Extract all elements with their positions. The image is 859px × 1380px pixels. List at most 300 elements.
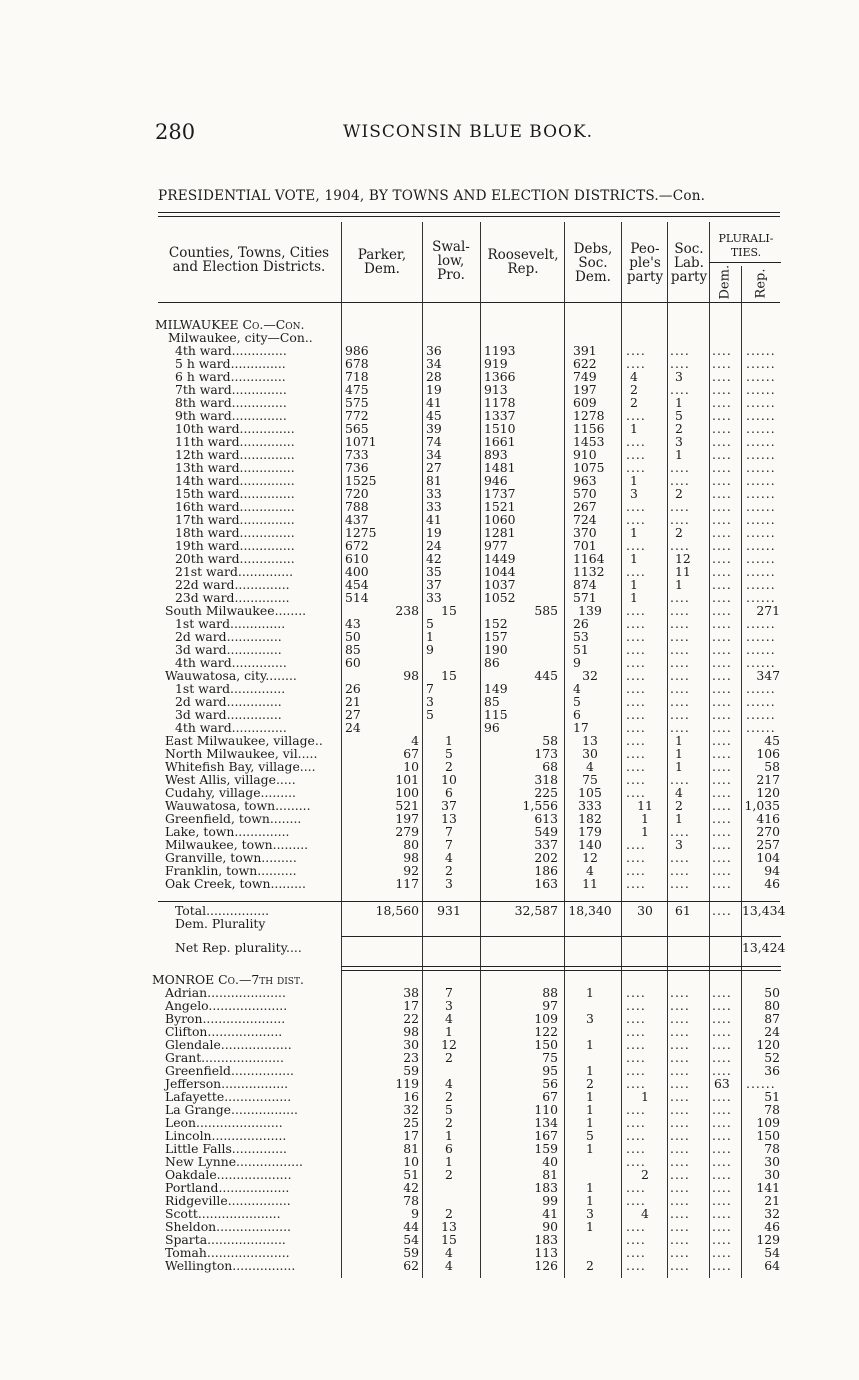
leader-dots: .... <box>712 1219 732 1234</box>
header-dem: Dem. <box>717 264 733 300</box>
page-number: 280 <box>155 120 196 144</box>
row-label: Portland.................. <box>165 1180 290 1195</box>
cell-parker: 736 <box>345 460 369 475</box>
leader-dots: .... <box>670 668 690 683</box>
cell-peoples: 1 <box>630 525 638 540</box>
row-label: Lake, town.............. <box>165 824 290 839</box>
cell-debs: 30 <box>582 746 598 761</box>
leader-dots: .... <box>626 1128 646 1143</box>
cell-debs: 333 <box>578 798 602 813</box>
cell-swallow: 13 <box>441 1219 457 1234</box>
leader-dots: .... <box>626 694 646 709</box>
cell-debs: 11 <box>582 876 598 891</box>
cell-peoples: 3 <box>630 486 638 501</box>
cell-peoples: 2 <box>630 382 638 397</box>
row-label: Lafayette................. <box>165 1089 292 1104</box>
cell-peoples: 2 <box>641 1167 649 1182</box>
cell-parker: 16 <box>403 1089 419 1104</box>
leader-dots: .... <box>712 551 732 566</box>
total-rule <box>341 966 781 967</box>
leader-dots: .... <box>712 1154 732 1169</box>
leader-dots: .... <box>626 343 646 358</box>
row-label: Franklin, town.......... <box>165 863 297 878</box>
cell-parker: 4 <box>411 733 419 748</box>
cell-roosevelt: 183 <box>534 1232 558 1247</box>
cell-roosevelt: 1281 <box>484 525 516 540</box>
cell-roosevelt: 85 <box>484 694 500 709</box>
leader-dots: .... <box>712 903 732 918</box>
cell-roosevelt: 40 <box>542 1154 558 1169</box>
row-label: Angelo.................... <box>165 998 288 1013</box>
row-label: New Lynne................. <box>165 1154 303 1169</box>
table-title: PRESIDENTIAL VOTE, 1904, BY TOWNS AND ELECTION DISTRICTS.—Con. <box>158 188 706 204</box>
cell-debs: 6 <box>573 707 581 722</box>
cell-roosevelt: 96 <box>484 720 500 735</box>
row-label: 18th ward.............. <box>175 525 295 540</box>
leader-dots: ...... <box>746 421 776 436</box>
cell-roosevelt: 109 <box>534 1011 558 1026</box>
cell-rep: 104 <box>756 850 780 865</box>
cell-swallow: 42 <box>426 551 442 566</box>
cell-rep: 1,035 <box>744 798 780 813</box>
leader-dots: ...... <box>746 499 776 514</box>
cell-roosevelt: 1178 <box>484 395 516 410</box>
cell-parker: 678 <box>345 356 369 371</box>
cell-parker: 60 <box>345 655 361 670</box>
cell-roosevelt: 126 <box>534 1258 558 1273</box>
cell-parker: 32 <box>403 1102 419 1117</box>
leader-dots: .... <box>712 642 732 657</box>
row-label: Sheldon................... <box>165 1219 291 1234</box>
cell-swallow: 9 <box>426 642 434 657</box>
leader-dots: ...... <box>746 512 776 527</box>
leader-dots: .... <box>712 1141 732 1156</box>
leader-dots: .... <box>670 824 690 839</box>
cell-roosevelt: 58 <box>542 733 558 748</box>
cell-soc-lab: 2 <box>675 421 683 436</box>
leader-dots: .... <box>670 538 690 553</box>
cell-swallow: 34 <box>426 356 442 371</box>
leader-dots: .... <box>712 1232 732 1247</box>
cell-soc-lab: 1 <box>675 447 683 462</box>
cell-peoples: 1 <box>641 811 649 826</box>
cell-parker: 59 <box>403 1063 419 1078</box>
cell-parker: 26 <box>345 681 361 696</box>
cell-rep: 120 <box>756 1037 780 1052</box>
cell-debs: 17 <box>573 720 589 735</box>
cell-soc-lab: 5 <box>675 408 683 423</box>
cell-roosevelt: 186 <box>534 863 558 878</box>
leader-dots: .... <box>626 499 646 514</box>
cell-debs: 1 <box>586 1102 594 1117</box>
leader-dots: .... <box>626 876 646 891</box>
leader-dots: .... <box>712 1024 732 1039</box>
cell-roosevelt: 913 <box>484 382 508 397</box>
leader-dots: .... <box>712 985 732 1000</box>
row-label: Total................ <box>175 903 270 918</box>
header-soc-lab: Soc. Lab. party <box>670 241 708 285</box>
leader-dots: .... <box>626 1219 646 1234</box>
leader-dots: .... <box>626 1050 646 1065</box>
row-label: 11th ward.............. <box>175 434 295 449</box>
cell-roosevelt: 1193 <box>484 343 516 358</box>
cell-swallow: 28 <box>426 369 442 384</box>
leader-dots: .... <box>670 1102 690 1117</box>
leader-dots: .... <box>712 577 732 592</box>
cell-parker: 24 <box>345 720 361 735</box>
cell-parker: 62 <box>403 1258 419 1273</box>
row-label: Little Falls.............. <box>165 1141 287 1156</box>
leader-dots: .... <box>712 998 732 1013</box>
cell-debs: 197 <box>573 382 597 397</box>
cell-roosevelt: 225 <box>534 785 558 800</box>
leader-dots: .... <box>670 1167 690 1182</box>
cell-swallow: 27 <box>426 460 442 475</box>
row-label: 19th ward.............. <box>175 538 295 553</box>
cell-debs: 749 <box>573 369 597 384</box>
leader-dots: .... <box>712 460 732 475</box>
leader-dots: .... <box>712 681 732 696</box>
cell-swallow: 7 <box>445 985 453 1000</box>
cell-roosevelt: 157 <box>484 629 508 644</box>
leader-dots: .... <box>626 1011 646 1026</box>
table-row <box>0 1259 859 1272</box>
leader-dots: .... <box>712 1245 732 1260</box>
cell-rep: 94 <box>764 863 780 878</box>
cell-roosevelt: 88 <box>542 985 558 1000</box>
row-label: Jefferson................. <box>165 1076 289 1091</box>
cell-parker: 788 <box>345 499 369 514</box>
cell-rep: 217 <box>756 772 780 787</box>
cell-debs: 1 <box>586 1141 594 1156</box>
cell-roosevelt: 893 <box>484 447 508 462</box>
leader-dots: .... <box>626 629 646 644</box>
cell-soc-lab: 1 <box>675 395 683 410</box>
leader-dots: .... <box>670 985 690 1000</box>
header-roosevelt: Roosevelt, Rep. <box>487 247 559 277</box>
leader-dots: .... <box>670 356 690 371</box>
cell-soc-lab: 3 <box>675 369 683 384</box>
cell-peoples: 4 <box>630 369 638 384</box>
cell-rep: 347 <box>756 668 780 683</box>
cell-roosevelt: 110 <box>534 1102 558 1117</box>
leader-dots: .... <box>626 759 646 774</box>
cell-roosevelt: 190 <box>484 642 508 657</box>
leader-dots: .... <box>712 1193 732 1208</box>
cell-soc-lab: 1 <box>675 746 683 761</box>
cell-parker: 733 <box>345 447 369 462</box>
leader-dots: .... <box>712 499 732 514</box>
cell-peoples: 1 <box>630 551 638 566</box>
cell-rep: 32 <box>764 1206 780 1221</box>
row-label: 2d ward.............. <box>175 629 282 644</box>
cell-debs: 4 <box>586 863 594 878</box>
plurality-rule <box>709 262 781 263</box>
leader-dots: .... <box>670 1115 690 1130</box>
leader-dots: ...... <box>746 564 776 579</box>
cell-rep: 46 <box>764 1219 780 1234</box>
cell-parker: 720 <box>345 486 369 501</box>
leader-dots: .... <box>670 1193 690 1208</box>
cell-roosevelt: 81 <box>542 1167 558 1182</box>
leader-dots: .... <box>712 1115 732 1130</box>
cell-parker: 238 <box>395 603 419 618</box>
leader-dots: .... <box>626 1024 646 1039</box>
cell-parker: 400 <box>345 564 369 579</box>
leader-dots: .... <box>670 590 690 605</box>
leader-dots: .... <box>712 759 732 774</box>
total-rule <box>158 901 780 902</box>
cell-debs: 179 <box>578 824 602 839</box>
leader-dots: .... <box>712 421 732 436</box>
cell-soc-lab: 3 <box>675 837 683 852</box>
leader-dots: .... <box>712 369 732 384</box>
leader-dots: .... <box>670 1089 690 1104</box>
cell-debs: 53 <box>573 629 589 644</box>
cell-roosevelt: 159 <box>534 1141 558 1156</box>
cell-swallow: 33 <box>426 590 442 605</box>
cell-parker: 42 <box>403 1180 419 1195</box>
cell-roosevelt: 549 <box>534 824 558 839</box>
running-head: WISCONSIN BLUE BOOK. <box>343 122 594 142</box>
header-counties: Counties, Towns, Cities and Election Districts. <box>168 245 330 275</box>
cell-parker: 59 <box>403 1245 419 1260</box>
cell-debs: 13 <box>582 733 598 748</box>
leader-dots: .... <box>626 1102 646 1117</box>
cell-rep: 270 <box>756 824 780 839</box>
leader-dots: .... <box>626 512 646 527</box>
cell-roosevelt: 167 <box>534 1128 558 1143</box>
leader-dots: .... <box>712 590 732 605</box>
row-label: 2d ward.............. <box>175 694 282 709</box>
cell-swallow: 2 <box>445 1050 453 1065</box>
row-label: 21st ward.............. <box>175 564 294 579</box>
cell-debs: 51 <box>573 642 589 657</box>
leader-dots: .... <box>712 785 732 800</box>
cell-rep: 52 <box>764 1050 780 1065</box>
leader-dots: .... <box>670 681 690 696</box>
cell-debs: 1 <box>586 1089 594 1104</box>
leader-dots: .... <box>670 876 690 891</box>
leader-dots: ...... <box>746 642 776 657</box>
cell-debs: 963 <box>573 473 597 488</box>
section-label: Milwaukee, city—Con.. <box>168 330 313 345</box>
row-label: Scott..................... <box>165 1206 281 1221</box>
leader-dots: .... <box>670 1037 690 1052</box>
table-row <box>0 1064 859 1077</box>
leader-dots: .... <box>670 1011 690 1026</box>
cell-debs: 570 <box>573 486 597 501</box>
leader-dots: .... <box>626 642 646 657</box>
cell-parker: 51 <box>403 1167 419 1182</box>
cell-swallow: 5 <box>426 707 434 722</box>
cell-debs: 874 <box>573 577 597 592</box>
row-label: Grant..................... <box>165 1050 284 1065</box>
header-swallow: Swal- low, Pro. <box>432 239 470 283</box>
cell-swallow: 5 <box>445 1102 453 1117</box>
cell-roosevelt: 1737 <box>484 486 516 501</box>
cell-rep: 30 <box>764 1167 780 1182</box>
cell-peoples: 1 <box>630 590 638 605</box>
cell-roosevelt: 67 <box>542 1089 558 1104</box>
cell-roosevelt: 86 <box>484 655 500 670</box>
cell-swallow: 37 <box>426 577 442 592</box>
cell-debs: 701 <box>573 538 597 553</box>
leader-dots: .... <box>626 668 646 683</box>
cell-peoples: 1 <box>641 824 649 839</box>
section-heading <box>0 318 859 331</box>
leader-dots: ...... <box>746 343 776 358</box>
leader-dots: .... <box>626 447 646 462</box>
leader-dots: ...... <box>746 707 776 722</box>
cell-roosevelt: 613 <box>534 811 558 826</box>
cell-rep: 80 <box>764 998 780 1013</box>
cell-roosevelt: 68 <box>542 759 558 774</box>
cell-swallow: 3 <box>426 694 434 709</box>
leader-dots: .... <box>670 1258 690 1273</box>
cell-debs: 724 <box>573 512 597 527</box>
cell-roosevelt: 32,587 <box>514 903 558 918</box>
cell-debs: 1 <box>586 1193 594 1208</box>
cell-parker: 10 <box>403 1154 419 1169</box>
cell-swallow: 39 <box>426 421 442 436</box>
leader-dots: .... <box>712 668 732 683</box>
cell-parker: 610 <box>345 551 369 566</box>
cell-rep: 54 <box>764 1245 780 1260</box>
leader-dots: .... <box>670 616 690 631</box>
row-label: Wellington................ <box>165 1258 296 1273</box>
cell-parker: 85 <box>345 642 361 657</box>
leader-dots: .... <box>626 998 646 1013</box>
leader-dots: .... <box>670 1128 690 1143</box>
leader-dots: .... <box>626 1232 646 1247</box>
cell-roosevelt: 445 <box>534 668 558 683</box>
cell-debs: 1 <box>586 1063 594 1078</box>
cell-swallow: 33 <box>426 486 442 501</box>
cell-roosevelt: 202 <box>534 850 558 865</box>
table-row <box>0 904 859 917</box>
leader-dots: .... <box>626 356 646 371</box>
cell-swallow: 2 <box>445 1115 453 1130</box>
cell-soc-lab: 1 <box>675 577 683 592</box>
cell-debs: 1 <box>586 985 594 1000</box>
cell-roosevelt: 1052 <box>484 590 516 605</box>
leader-dots: .... <box>626 837 646 852</box>
row-label: 10th ward.............. <box>175 421 295 436</box>
total-rule <box>341 970 781 971</box>
cell-rep: 416 <box>756 811 780 826</box>
cell-swallow: 4 <box>445 1258 453 1273</box>
leader-dots: .... <box>626 1154 646 1169</box>
cell-rep: 51 <box>764 1089 780 1104</box>
page-header <box>155 120 785 146</box>
row-label: 3d ward.............. <box>175 642 282 657</box>
cell-debs: 1075 <box>573 460 605 475</box>
leader-dots: .... <box>626 1258 646 1273</box>
leader-dots: .... <box>712 1258 732 1273</box>
cell-parker: 43 <box>345 616 361 631</box>
cell-parker: 44 <box>403 1219 419 1234</box>
cell-parker: 17 <box>403 998 419 1013</box>
cell-roosevelt: 1060 <box>484 512 516 527</box>
leader-dots: ...... <box>746 681 776 696</box>
row-label: Sparta.................... <box>165 1232 286 1247</box>
cell-parker: 54 <box>403 1232 419 1247</box>
cell-rep: 21 <box>764 1193 780 1208</box>
leader-dots: .... <box>626 434 646 449</box>
row-label: Oak Creek, town......... <box>165 876 306 891</box>
cell-swallow: 37 <box>441 798 457 813</box>
cell-roosevelt: 97 <box>542 998 558 1013</box>
cell-roosevelt: 163 <box>534 876 558 891</box>
cell-debs: 3 <box>586 1011 594 1026</box>
cell-rep: 150 <box>756 1128 780 1143</box>
cell-soc-lab: 61 <box>675 903 691 918</box>
cell-parker: 1525 <box>345 473 377 488</box>
cell-swallow: 1 <box>426 629 434 644</box>
row-label: Milwaukee, town......... <box>165 837 309 852</box>
cell-rep: 64 <box>764 1258 780 1273</box>
cell-parker: 565 <box>345 421 369 436</box>
row-label: West Allis, village..... <box>165 772 296 787</box>
cell-rep: 58 <box>764 759 780 774</box>
leader-dots: .... <box>626 985 646 1000</box>
row-label: 15th ward.............. <box>175 486 295 501</box>
cell-debs: 5 <box>586 1128 594 1143</box>
cell-peoples: 11 <box>637 798 653 813</box>
cell-parker: 718 <box>345 369 369 384</box>
cell-roosevelt: 122 <box>534 1024 558 1039</box>
leader-dots: .... <box>712 876 732 891</box>
row-label: Granville, town......... <box>165 850 297 865</box>
cell-debs: 1 <box>586 1180 594 1195</box>
cell-soc-lab: 2 <box>675 525 683 540</box>
leader-dots: .... <box>712 811 732 826</box>
cell-swallow: 2 <box>445 759 453 774</box>
table-row <box>0 941 859 954</box>
cell-debs: 571 <box>573 590 597 605</box>
cell-swallow: 15 <box>441 1232 457 1247</box>
cell-debs: 391 <box>573 343 597 358</box>
cell-peoples: 1 <box>630 421 638 436</box>
cell-parker: 98 <box>403 850 419 865</box>
header-peoples: Peo- ple's party <box>626 241 664 285</box>
cell-parker: 521 <box>395 798 419 813</box>
cell-rep: 30 <box>764 1154 780 1169</box>
row-label: North Milwaukee, vil..... <box>165 746 318 761</box>
cell-swallow: 3 <box>445 998 453 1013</box>
leader-dots: .... <box>712 564 732 579</box>
leader-dots: .... <box>712 395 732 410</box>
cell-swallow: 81 <box>426 473 442 488</box>
leader-dots: .... <box>626 1180 646 1195</box>
leader-dots: ...... <box>746 473 776 488</box>
cell-roosevelt: 183 <box>534 1180 558 1195</box>
leader-dots: ...... <box>746 655 776 670</box>
row-label: Byron..................... <box>165 1011 286 1026</box>
cell-debs: 1 <box>586 1037 594 1052</box>
row-label: 6 h ward.............. <box>175 369 286 384</box>
leader-dots: .... <box>712 1102 732 1117</box>
cell-swallow: 5 <box>426 616 434 631</box>
cell-debs: 2 <box>586 1258 594 1273</box>
cell-parker: 38 <box>403 985 419 1000</box>
leader-dots: .... <box>712 356 732 371</box>
leader-dots: ...... <box>746 538 776 553</box>
leader-dots: ...... <box>746 395 776 410</box>
leader-dots: ...... <box>746 551 776 566</box>
cell-parker: 514 <box>345 590 369 605</box>
